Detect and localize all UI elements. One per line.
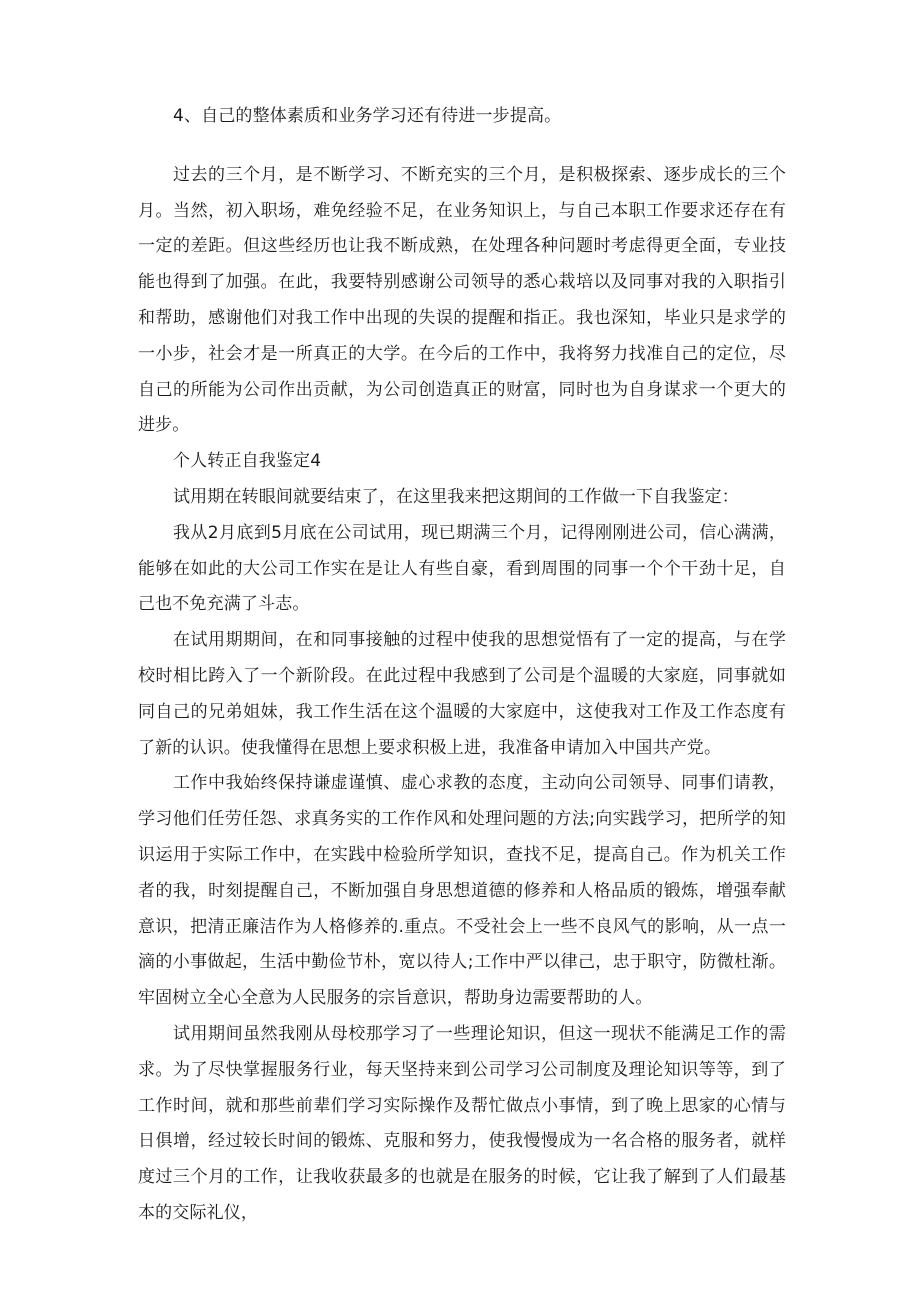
document-body <box>138 99 786 1223</box>
paragraph-trial-period: 我从2月底到5月底在公司试用，现已期满三个月，记得刚刚进公司，信心满满，能够在如此的大公司工作实在是让人有些自豪，看到周围的同事一个个干劲十足，自己也不免充满了斗志。 <box>138 522 786 615</box>
paragraph-intro: 试用期在转眼间就要结束了，在这里我来把这期间的工作做一下自我鉴定： <box>173 486 739 507</box>
list-item-4: 4、自己的整体素质和业务学习还有待进一步提高。 <box>173 106 562 126</box>
section-heading: 个人转正自我鉴定4 <box>173 451 322 472</box>
paragraph-learning: 试用期间虽然我刚从母校那学习了一些理论知识，但这一现状不能满足工作的需求。为了尽快掌握服务行业，每天坚持来到公司学习公司制度及理论知识等等，到了工作时间，就和那些前辈们学习实际操作及帮忙做点小事情，到了晚上思家的心情与日俱增，经过较长时间的锻炼、克服和努力，使我慢慢成为一名合格的服务者，就样度过三个月的工作，让我收获最多的也就是在服务的时候，它让我了解到了人们最基本的交际礼仪， <box>138 1023 786 1223</box>
paragraph-colleagues: 在试用期期间，在和同事接触的过程中使我的思想觉悟有了一定的提高，与在学校时相比跨入了一个新阶段。在此过程中我感到了公司是个温暖的大家庭，同事就如同自己的兄弟姐妹，我工作生活在这个温暖的大家庭中，这使我对工作及工作态度有了新的认识。使我懂得在思想上要求积极上进，我准备申请加入中国共产党。 <box>138 630 786 758</box>
paragraph-summary: 过去的三个月，是不断学习、不断充实的三个月，是积极探索、逐步成长的三个月。当然，初入职场，难免经验不足，在业务知识上，与自己本职工作要求还存在有一定的差距。但这些经历也让我不断成熟，在处理各种问题时考虑得更全面，专业技能也得到了加强。在此，我要特别感谢公司领导的悉心栽培以及同事对我的入职指引和帮助，感谢他们对我工作中出现的失误的提醒和指正。我也深知，毕业只是求学的一小步，社会才是一所真正的大学。在今后的工作中，我将努力找准自己的定位，尽自己的所能为公司作出贡献，为公司创造真正的财富，同时也为自身谋求一个更大的进步。 <box>138 164 786 436</box>
paragraph-work-attitude: 工作中我始终保持谦虚谨慎、虚心求教的态度，主动向公司领导、同事们请教，学习他们任劳任怨、求真务实的工作作风和处理问题的方法;向实践学习，把所学的知识运用于实际工作中，在实践中检验所学知识，查找不足，提高自己。作为机关工作者的我，时刻提醒自己，不断加强自身思想道德的修养和人格品质的锻炼，增强奉献意识，把清正廉洁作为人格修养的.重点。不受社会上一些不良风气的影响，从一点一滴的小事做起，生活中勤俭节朴，宽以待人;工作中严以律己，忠于职守，防微杜渐。牢固树立全心全意为人民服务的宗旨意识，帮助身边需要帮助的人。 <box>138 773 786 1009</box>
